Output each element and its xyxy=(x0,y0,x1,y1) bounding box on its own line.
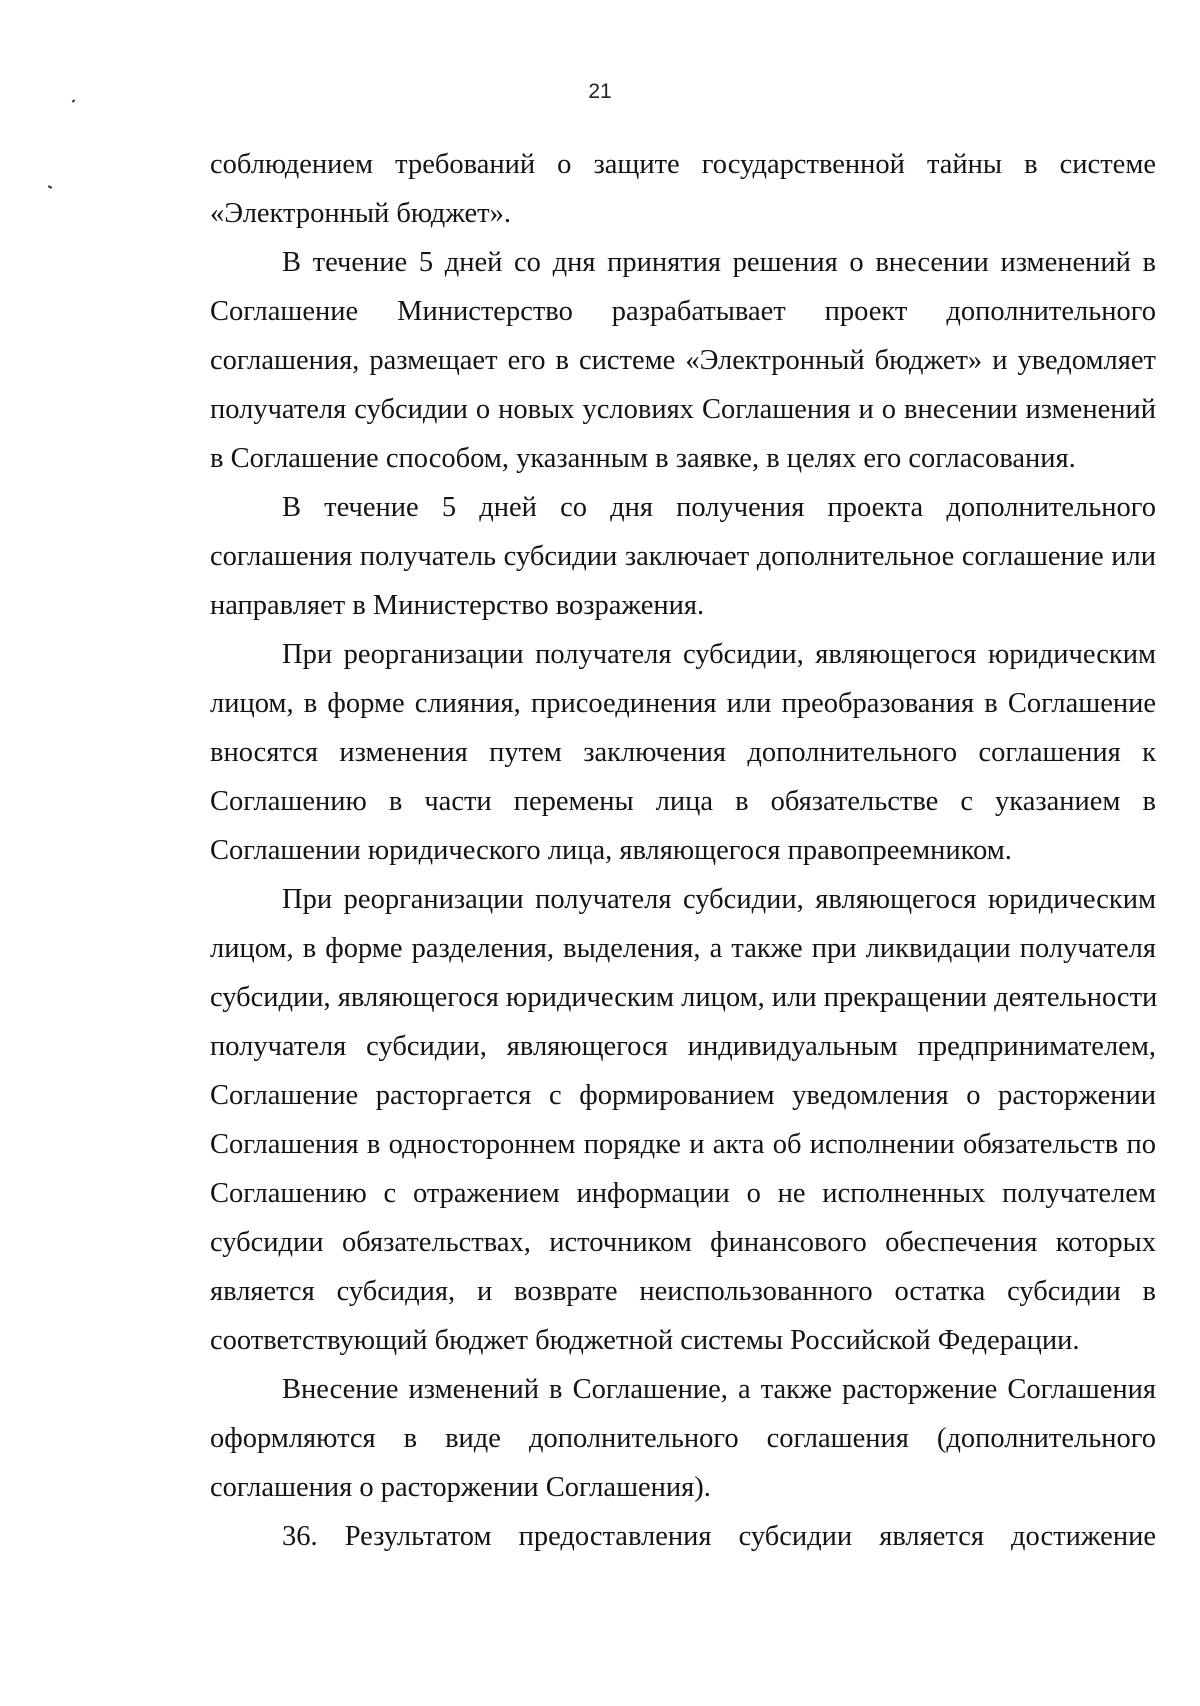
text-line: В течение 5 дней со дня принятия решения о внесении изменений в xyxy=(282,247,1156,278)
text-line: соглашения получатель субсидии заключает дополнительное соглашение или xyxy=(210,541,1156,572)
text-line: соглашения о расторжении Соглашения). xyxy=(210,1472,711,1503)
scan-speck xyxy=(48,185,52,189)
text-line: лицом, в форме слияния, присоединения или преобразования в Соглашение xyxy=(210,688,1156,719)
text-line: субсидии обязательствах, источником финансового обеспечения которых xyxy=(210,1227,1156,1258)
paragraph xyxy=(210,1512,1156,1561)
text-line: соглашения, размещает его в системе «Электронный бюджет» и уведомляет xyxy=(210,345,1156,376)
text-line: Соглашения в одностороннем порядке и акта об исполнении обязательств по xyxy=(210,1129,1156,1160)
text-line: Соглашении юридического лица, являющегося правопреемником. xyxy=(210,835,1012,866)
text-line: При реорганизации получателя субсидии, являющегося юридическим xyxy=(282,884,1156,915)
text-line: соответствующий бюджет бюджетной системы Российской Федерации. xyxy=(210,1325,1080,1356)
text-line: лицом, в форме разделения, выделения, а также при ликвидации получателя xyxy=(210,933,1156,964)
text-line: направляет в Министерство возражения. xyxy=(210,590,705,621)
text-line: субсидии, являющегося юридическим лицом, или прекращении деятельности xyxy=(210,982,1158,1013)
text-line: В течение 5 дней со дня получения проекта дополнительного xyxy=(282,492,1156,523)
paragraph xyxy=(210,483,1156,630)
paragraph xyxy=(210,630,1156,875)
text-line: соблюдением требований о защите государственной тайны в системе xyxy=(210,149,1156,180)
paragraph xyxy=(210,1365,1156,1512)
text-line: Соглашению с отражением информации о не исполненных получателем xyxy=(210,1178,1156,1209)
text-line: получателя субсидии, являющегося индивидуальным предпринимателем, xyxy=(210,1031,1156,1062)
paragraph xyxy=(210,238,1156,483)
text-line: Внесение изменений в Соглашение, а также расторжение Соглашения xyxy=(282,1374,1156,1405)
paragraph xyxy=(210,875,1156,1365)
text-line: «Электронный бюджет». xyxy=(210,198,512,229)
text-line: Соглашение расторгается с формированием уведомления о расторжении xyxy=(210,1080,1156,1111)
text-line: в Соглашение способом, указанным в заявке, в целях его согласования. xyxy=(210,443,1076,474)
page-number: 21 xyxy=(588,80,612,103)
text-line: Соглашению в части перемены лица в обязательстве с указанием в xyxy=(210,786,1156,817)
paragraph xyxy=(210,140,1156,238)
text-line: вносятся изменения путем заключения дополнительного соглашения к xyxy=(210,737,1156,768)
text-line: оформляются в виде дополнительного соглашения (дополнительного xyxy=(210,1423,1156,1454)
text-line: При реорганизации получателя субсидии, являющегося юридическим xyxy=(282,639,1156,670)
text-line: 36. Результатом предоставления субсидии является достижение xyxy=(282,1521,1156,1552)
text-line: является субсидия, и возврате неиспользованного остатка субсидии в xyxy=(210,1276,1156,1307)
text-line: получателя субсидии о новых условиях Соглашения и о внесении изменений xyxy=(210,394,1156,425)
text-line: Соглашение Министерство разрабатывает проект дополнительного xyxy=(210,296,1156,327)
document-body xyxy=(210,140,1156,1561)
